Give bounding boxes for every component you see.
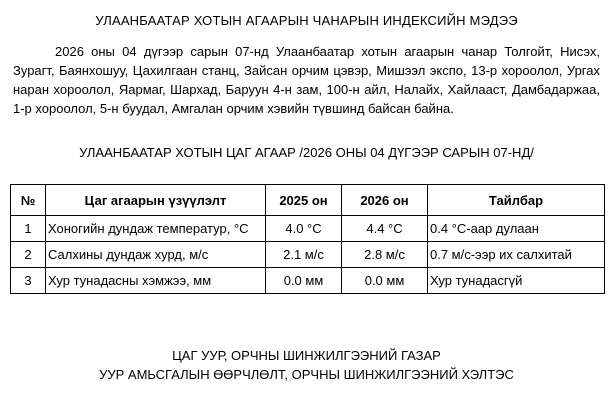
col-header-number: №: [11, 185, 46, 216]
cell-row-number: 1: [11, 216, 46, 242]
table-header-row: [11, 185, 605, 216]
cell-2025-value: 2.1 м/с: [266, 242, 342, 268]
cell-row-number: 2: [11, 242, 46, 268]
table-row: [11, 216, 605, 242]
table-row: [11, 242, 605, 268]
table-row: [11, 268, 605, 294]
table-title: УЛААНБААТАР ХОТЫН ЦАГ АГААР /2026 ОНЫ 04 ДҮГЭЭР САРЫН 07-НД/: [79, 145, 534, 160]
cell-remark: 0.7 м/с-ээр их салхитай: [428, 242, 605, 268]
cell-indicator: Хур тунадасны хэмжээ, мм: [46, 268, 266, 294]
col-header-2025: 2025 он: [266, 185, 342, 216]
cell-2025-value: 4.0 °С: [266, 216, 342, 242]
document-title: УЛААНБААТАР ХОТЫН АГААРЫН ЧАНАРЫН ИНДЕКСИЙН МЭДЭЭ: [95, 13, 518, 28]
footer-department: УУР АМЬСГАЛЫН ӨӨРЧЛӨЛТ, ОРЧНЫ ШИНЖИЛГЭЭНИЙ ХЭЛТЭС: [99, 367, 514, 382]
cell-indicator: Хоногийн дундаж температур, °С: [46, 216, 266, 242]
col-header-remark: Тайлбар: [428, 185, 605, 216]
col-header-2026: 2026 он: [342, 185, 428, 216]
footer-organization: ЦАГ УУР, ОРЧНЫ ШИНЖИЛГЭЭНИЙ ГАЗАР: [172, 348, 441, 363]
cell-indicator: Салхины дундаж хурд, м/с: [46, 242, 266, 268]
cell-row-number: 3: [11, 268, 46, 294]
cell-2026-value: 2.8 м/с: [342, 242, 428, 268]
weather-comparison-table: [10, 184, 605, 294]
cell-2026-value: 0.0 мм: [342, 268, 428, 294]
cell-remark: 0.4 °С-аар дулаан: [428, 216, 605, 242]
cell-2026-value: 4.4 °С: [342, 216, 428, 242]
document-footer: [13, 346, 600, 384]
intro-paragraph: 2026 оны 04 дүгээр сарын 07-нд Улаанбаатар хотын агаарын чанар Толгойт, Нисэх, Зурагт, Баянхошуу, Цахилгаан станц, Зайсан орчим цэвэр, Мишээл экспо, 13-р хороолол, Ургах наран хороолол, Яармаг, Шархад, Баруун 4-н зам, 100-н айл, Налайх, Хайлааст, Дамбадаржаа, 1-р хороолол, 5-н буудал, Амгалан орчим хэвийн түвшинд байсан байна.: [13, 44, 600, 116]
cell-2025-value: 0.0 мм: [266, 268, 342, 294]
col-header-indicator: Цаг агаарын үзүүлэлт: [46, 185, 266, 216]
cell-remark: Хур тунадасгүй: [428, 268, 605, 294]
